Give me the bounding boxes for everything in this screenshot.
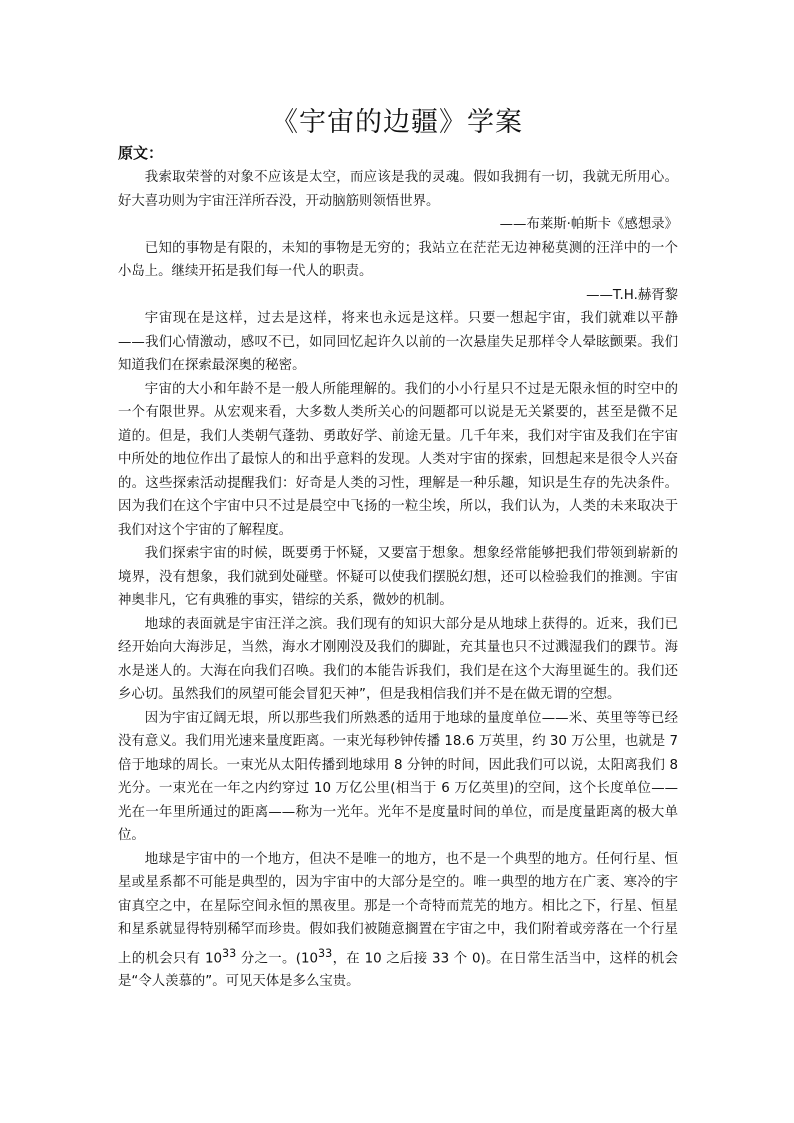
paragraph: 宇宙的大小和年龄不是一般人所能理解的。我们的小小行星只不过是无限永恒的时空中的一个有限世界。从宏观来看，大多数人类所关心的问题都可以说是无关紧要的，甚至是微不足道的。但是，我们人类朝气蓬勃、勇敢好学、前途无量。几千年来，我们对宇宙及我们在宇宙中所处的地位作出了最惊人的和出乎意料的发现。人类对宇宙的探索，回想起来是很令人兴奋的。这些探索活动提醒我们：好奇是人类的习性，理解是一种乐趣，知识是生存的先决条件。因为我们在这个宇宙中只不过是晨空中飞扬的一粒尘埃，所以，我们认为，人类的未来取决于我们对这个宇宙的了解程度。 [118,381,678,538]
document-title: 《宇宙的边疆》学案 [271,107,523,138]
paragraph-text: ，在 10 之后接 33 个 0)。在日常生活当中，这样的机会是“令人羡慕的”。可见天体是多么宝贵。 [118,950,679,990]
paragraph: 已知的事物是有限的，未知的事物是无穷的；我站立在茫茫无边神秘莫测的汪洋中的一个小岛上。继续开拓是我们每一代人的职责。 [118,240,678,279]
attribution: ——T.H.赫胥黎 [586,287,678,303]
paragraph: 地球的表面就是宇宙汪洋之滨。我们现有的知识大部分是从地球上获得的。近来，我们已经开始向大海涉足，当然，海水才刚刚没及我们的脚趾，充其量也只不过溅湿我们的踝节。海水是迷人的。大海在向我们召唤。我们的本能告诉我们，我们是在这个大海里诞生的。我们还乡心切。虽然我们的夙望可能会冒犯天神”，但是我相信我们并不是在做无谓的空想。 [118,616,678,702]
paragraph: 因为宇宙辽阔无垠，所以那些我们所熟悉的适用于地球的量度单位——米、英里等等已经没有意义。我们用光速来量度距离。一束光每秒钟传播 18.6 万英里，约 30 万公里，也就是 7 倍于地球的周长。一束光从太阳传播到地球用 8 分钟的时间，因此我们可以说，太阳离我们 8 光分。一束光在一年之内约穿过 10 万亿公里(相当于 6 万亿英里)的空间，这个长度单位——光在一年里所通过的距离——称为一光年。光年不是度量时间的单位，而是度量距离的极大单位。 [118,710,678,843]
attribution: ——布莱斯·帕斯卡《感想录》 [499,217,678,232]
superscript-exponent: 33 [222,946,237,960]
paragraph [118,848,678,994]
paragraph-text: 分之一。(10 [236,950,319,966]
document-body [118,166,678,994]
superscript-exponent: 33 [318,946,333,960]
paragraph: 宇宙现在是这样，过去是这样，将来也永远是这样。只要一想起宇宙，我们就难以平静——我们心情激动，感叹不已，如同回忆起许久以前的一次悬崖失足那样令人晕眩颤栗。我们知道我们在探索最深奥的秘密。 [118,311,678,373]
paragraph: 我索取荣誉的对象不应该是太空，而应该是我的灵魂。假如我拥有一切，我就无所用心。好大喜功则为宇宙汪洋所吞没，开动脑筋则领悟世界。 [118,170,678,209]
paragraph: 我们探索宇宙的时候，既要勇于怀疑，又要富于想象。想象经常能够把我们带领到崭新的境界，没有想象，我们就到处碰壁。怀疑可以使我们摆脱幻想，还可以检验我们的推测。宇宙神奥非凡，它有典雅的事实，错综的关系，微妙的机制。 [118,546,678,608]
paragraph-text: 地球是宇宙中的一个地方，但决不是唯一的地方，也不是一个典型的地方。任何行星、恒星或星系都不可能是典型的，因为宇宙中的大部分是空的。唯一典型的地方在广袤、寒冷的宇宙真空之中，在星际空间永恒的黑夜里。那是一个奇特而荒芜的地方。相比之下，行星、恒星和星系就显得特别稀罕而珍贵。假如我们被随意搁置在宇宙之中，我们附着或旁落在一个行星上的机会只有 10 [118,851,678,966]
section-heading: 原文： [118,144,164,162]
